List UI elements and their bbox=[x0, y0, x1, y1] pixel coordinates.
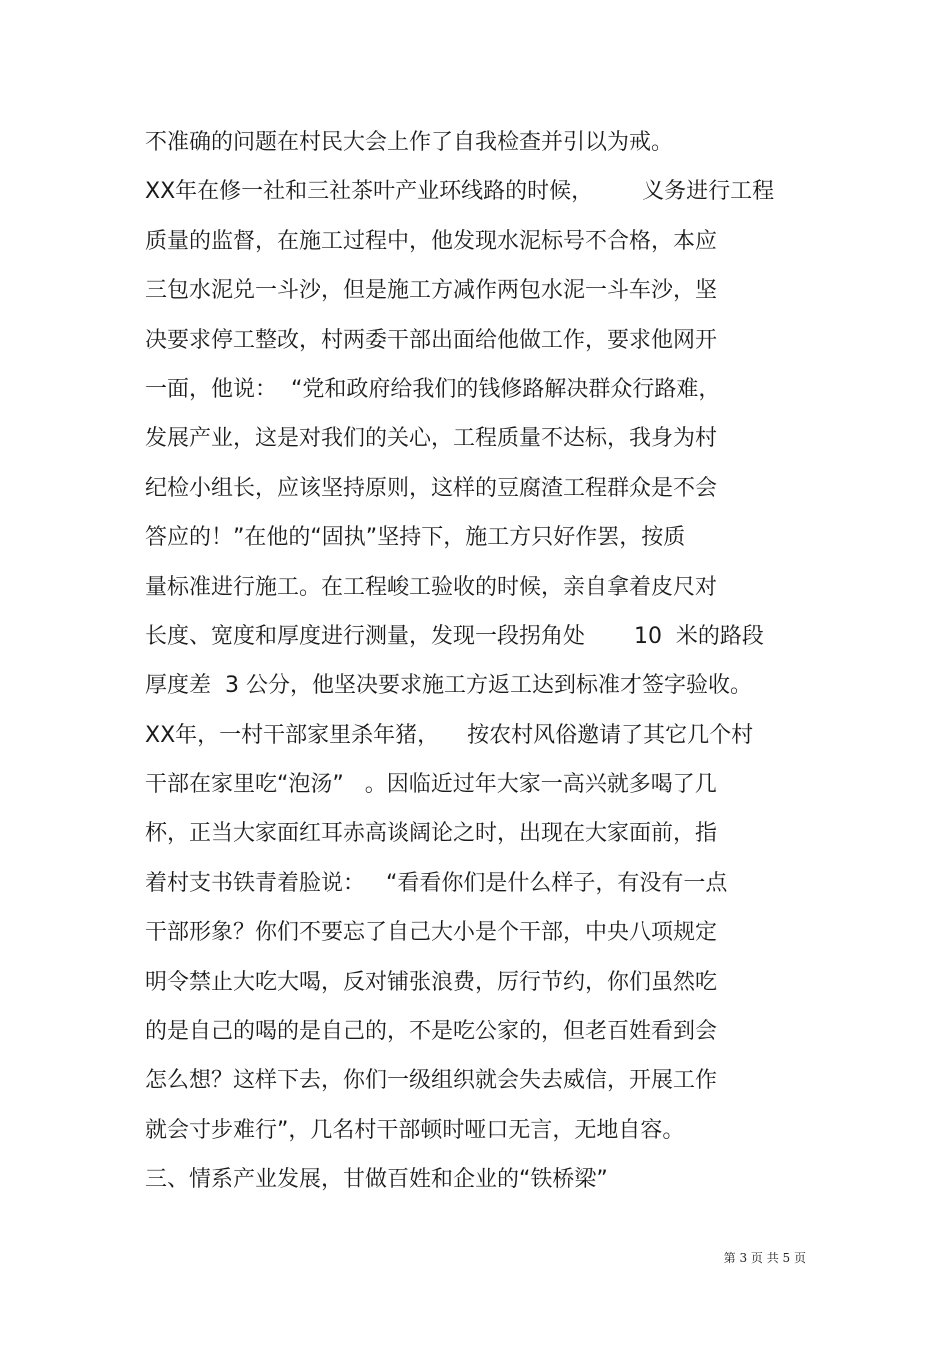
text-line-9: 答应的！”在他的“固执”坚持下，施工方只好作罢，按质 bbox=[145, 525, 686, 551]
page-number-footer: 第 3 页 共 5 页 bbox=[723, 1251, 806, 1265]
text-line-15: 杯，正当大家面红耳赤高谈阔论之时，出现在大家面前，指 bbox=[145, 821, 718, 847]
text-line-16: 着村支书铁青着脸说： “看看你们是什么样子，有没有一点 bbox=[145, 870, 728, 896]
text-line-4: 三包水泥兑一斗沙，但是施工方减作两包水泥一斗车沙，坚 bbox=[145, 278, 718, 304]
text-line-12: 厚度差 3 公分，他坚决要求施工方返工达到标准才签字验收。 bbox=[145, 673, 752, 699]
text-line-13: XX年，一村干部家里杀年猪， 按农村风俗邀请了其它几个村 bbox=[145, 722, 754, 748]
text-line-8: 纪检小组长，应该坚持原则，这样的豆腐渣工程群众是不会 bbox=[145, 475, 718, 501]
text-line-6: 一面，他说： “党和政府给我们的钱修路解决群众行路难， bbox=[145, 376, 721, 402]
text-line-19: 的是自己的喝的是自己的，不是吃公家的，但老百姓看到会 bbox=[145, 1019, 718, 1045]
text-line-7: 发展产业，这是对我们的关心，工程质量不达标，我身为村 bbox=[145, 426, 718, 452]
body-text bbox=[145, 118, 825, 1205]
text-line-14: 干部在家里吃“泡汤” 。因临近过年大家一高兴就多喝了几 bbox=[145, 772, 717, 798]
section-heading: 三、情系产业发展，甘做百姓和企业的“铁桥梁” bbox=[145, 1167, 608, 1193]
text-line-3: 质量的监督，在施工过程中，他发现水泥标号不合格，本应 bbox=[145, 228, 718, 254]
text-line-5: 决要求停工整改，村两委干部出面给他做工作，要求他网开 bbox=[145, 327, 718, 353]
text-line-17: 干部形象？你们不要忘了自己大小是个干部，中央八项规定 bbox=[145, 920, 718, 946]
text-line-20: 怎么想？这样下去，你们一级组织就会失去威信，开展工作 bbox=[145, 1068, 718, 1094]
text-line-11: 长度、宽度和厚度进行测量，发现一段拐角处 10 米的路段 bbox=[145, 623, 764, 649]
text-line-18: 明令禁止大吃大喝，反对铺张浪费，厉行节约，你们虽然吃 bbox=[145, 969, 718, 995]
text-line-10: 量标准进行施工。在工程峻工验收的时候，亲自拿着皮尺对 bbox=[145, 574, 718, 600]
text-line-2: XX年在修一社和三社茶叶产业环线路的时候， 义务进行工程 bbox=[145, 179, 775, 205]
text-line-1: 不准确的问题在村民大会上作了自我检查并引以为戒。 bbox=[145, 130, 674, 155]
text-line-21: 就会寸步难行”，几名村干部顿时哑口无言，无地自容。 bbox=[145, 1117, 685, 1143]
